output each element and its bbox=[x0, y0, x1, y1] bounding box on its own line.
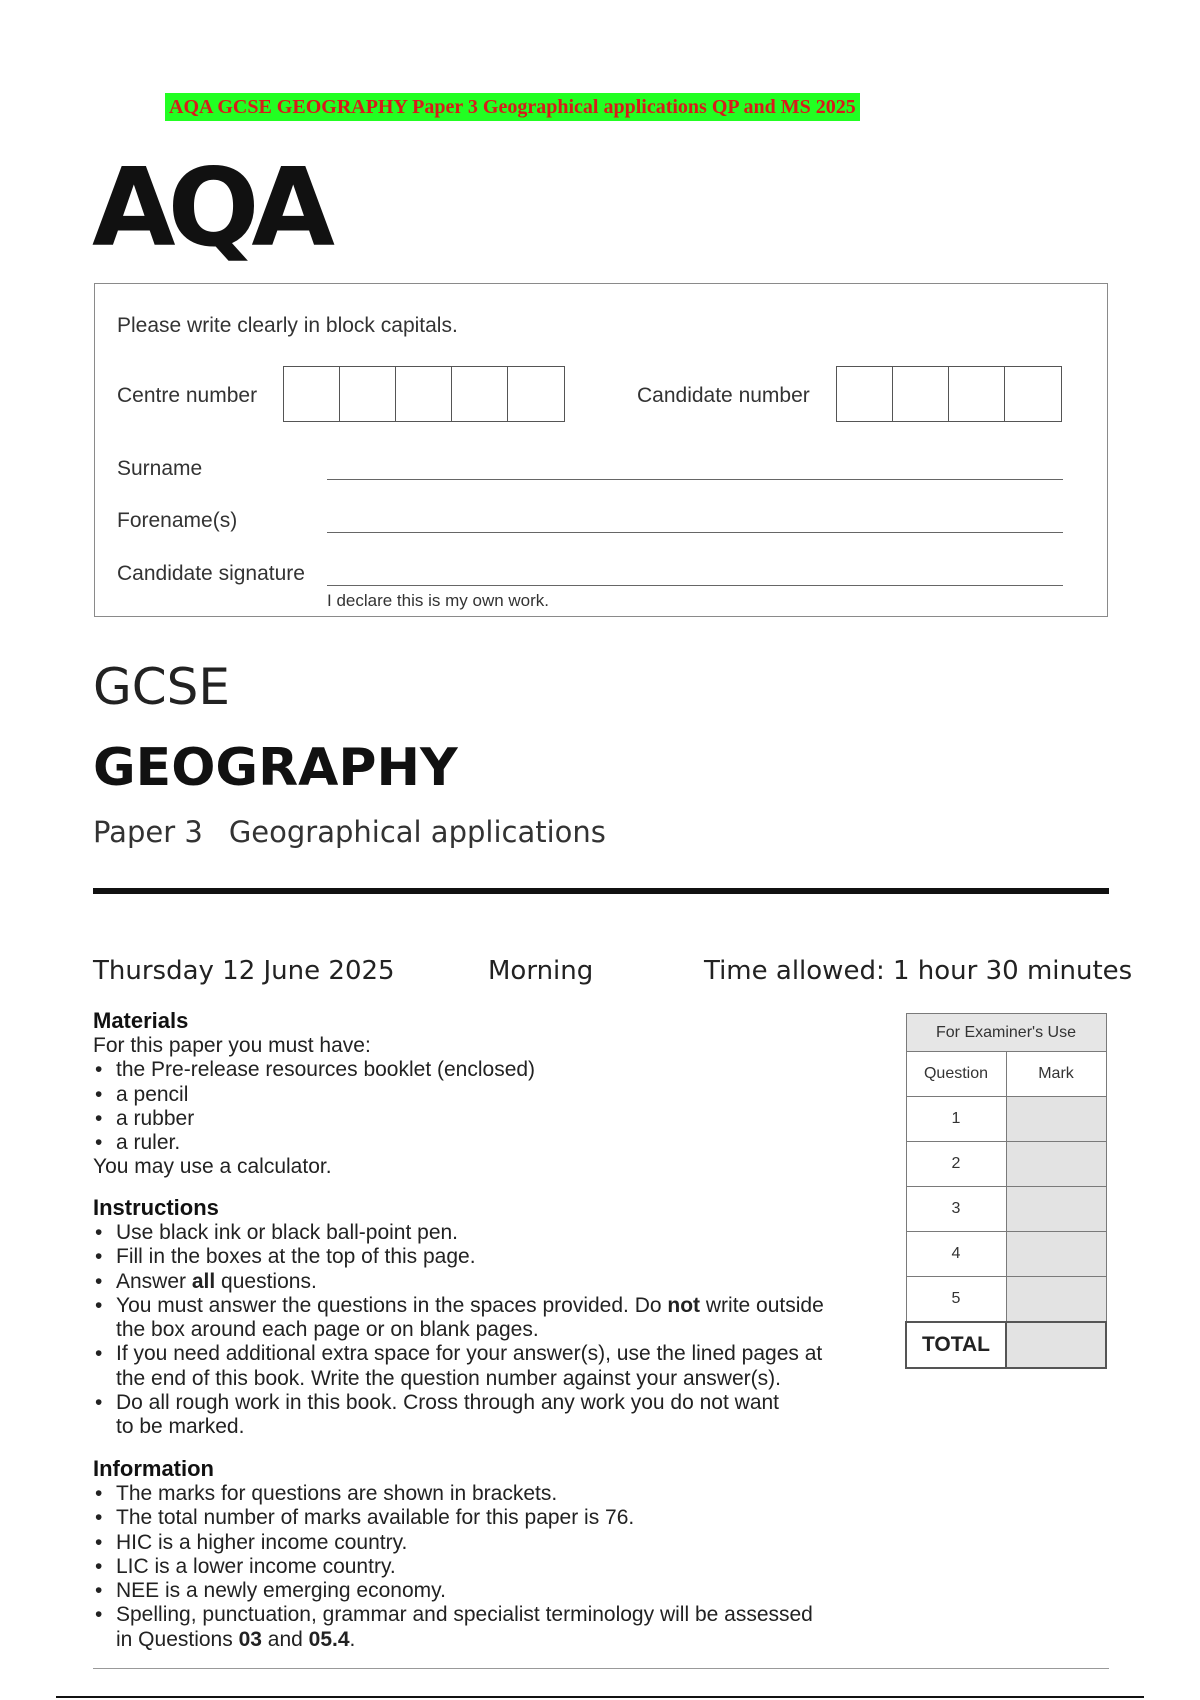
paper-name: Geographical applications bbox=[228, 815, 606, 849]
materials-heading: Materials bbox=[93, 1008, 189, 1033]
list-item: • If you need additional extra space for your answer(s), use the lined pages at the end of this book. Write the question number against your answer(s). bbox=[93, 1342, 824, 1391]
candidate-number-cell[interactable] bbox=[893, 367, 949, 421]
centre-number-cell[interactable] bbox=[340, 367, 396, 421]
subject-title: GEOGRAPHY bbox=[93, 738, 458, 798]
paper-title bbox=[93, 815, 606, 849]
qualification-level: GCSE bbox=[93, 658, 230, 716]
question-number: 5 bbox=[906, 1277, 1006, 1323]
question-number: 2 bbox=[906, 1142, 1006, 1187]
candidate-details-box bbox=[94, 283, 1108, 617]
form-instruction: Please write clearly in block capitals. bbox=[117, 314, 458, 337]
list-item: • NEE is a newly emerging economy. bbox=[93, 1579, 813, 1603]
list-item: • a ruler. bbox=[93, 1131, 535, 1155]
list-item: • Fill in the boxes at the top of this page. bbox=[93, 1245, 824, 1269]
centre-number-boxes[interactable] bbox=[283, 366, 565, 422]
materials-intro: For this paper you must have: bbox=[93, 1034, 371, 1057]
time-allowed: Time allowed: 1 hour 30 minutes bbox=[704, 956, 1133, 986]
mark-cell[interactable] bbox=[1006, 1097, 1106, 1142]
heading-divider bbox=[93, 888, 1109, 894]
surname-line[interactable] bbox=[327, 479, 1063, 480]
question-column-header: Question bbox=[906, 1052, 1006, 1097]
candidate-number-cell[interactable] bbox=[949, 367, 1005, 421]
list-item: • Use black ink or black ball-point pen. bbox=[93, 1221, 824, 1245]
page-bottom-bar bbox=[56, 1696, 1144, 1698]
surname-label: Surname bbox=[117, 457, 203, 480]
forenames-label: Forename(s) bbox=[117, 509, 238, 532]
examiner-use-table bbox=[905, 1013, 1107, 1369]
paper-number: Paper 3 bbox=[93, 815, 203, 849]
list-item: • Spelling, punctuation, grammar and specialist terminology will be assessed in Questions 03 and 05.4. bbox=[93, 1603, 813, 1652]
aqa-logo: AQA bbox=[92, 146, 327, 271]
list-item: • Answer all questions. bbox=[93, 1270, 824, 1294]
centre-number-cell[interactable] bbox=[508, 367, 564, 421]
examiner-table-title: For Examiner's Use bbox=[906, 1014, 1106, 1052]
candidate-number-cell[interactable] bbox=[1005, 367, 1061, 421]
candidate-number-cell[interactable] bbox=[837, 367, 893, 421]
centre-number-cell[interactable] bbox=[396, 367, 452, 421]
information-list bbox=[93, 1482, 813, 1652]
materials-section bbox=[93, 1008, 535, 1180]
instructions-section bbox=[93, 1195, 824, 1440]
signature-line[interactable] bbox=[327, 585, 1063, 586]
candidate-number-boxes[interactable] bbox=[836, 366, 1062, 422]
mark-column-header: Mark bbox=[1006, 1052, 1106, 1097]
information-section bbox=[93, 1456, 813, 1652]
mark-cell[interactable] bbox=[1006, 1277, 1106, 1323]
total-label: TOTAL bbox=[906, 1322, 1006, 1368]
footer-divider bbox=[93, 1668, 1109, 1669]
list-item: • The marks for questions are shown in brackets. bbox=[93, 1482, 813, 1506]
list-item: • Do all rough work in this book. Cross through any work you do not want to be marked. bbox=[93, 1391, 824, 1440]
mark-cell[interactable] bbox=[1006, 1142, 1106, 1187]
list-item: • The total number of marks available for this paper is 76. bbox=[93, 1506, 813, 1530]
candidate-number-label: Candidate number bbox=[637, 384, 810, 407]
centre-number-label: Centre number bbox=[117, 384, 258, 407]
document-title-banner: AQA GCSE GEOGRAPHY Paper 3 Geographical applications QP and MS 2025 bbox=[165, 93, 860, 121]
instructions-heading: Instructions bbox=[93, 1195, 219, 1220]
exam-session: Morning bbox=[488, 956, 594, 986]
mark-cell[interactable] bbox=[1006, 1187, 1106, 1232]
forenames-line[interactable] bbox=[327, 532, 1063, 533]
exam-date: Thursday 12 June 2025 bbox=[93, 956, 395, 986]
question-number: 3 bbox=[906, 1187, 1006, 1232]
declaration-text: I declare this is my own work. bbox=[327, 591, 550, 610]
calculator-note: You may use a calculator. bbox=[93, 1155, 332, 1179]
instructions-list bbox=[93, 1221, 824, 1440]
question-number: 1 bbox=[906, 1097, 1006, 1142]
signature-label: Candidate signature bbox=[117, 562, 305, 585]
list-item: • a rubber bbox=[93, 1107, 535, 1131]
list-item: • LIC is a lower income country. bbox=[93, 1555, 813, 1579]
list-item: • a pencil bbox=[93, 1083, 535, 1107]
information-heading: Information bbox=[93, 1456, 214, 1481]
total-mark-cell[interactable] bbox=[1006, 1322, 1106, 1368]
centre-number-cell[interactable] bbox=[452, 367, 508, 421]
centre-number-cell[interactable] bbox=[284, 367, 340, 421]
question-number: 4 bbox=[906, 1232, 1006, 1277]
list-item: • the Pre-release resources booklet (enclosed) bbox=[93, 1058, 535, 1082]
mark-cell[interactable] bbox=[1006, 1232, 1106, 1277]
list-item: • HIC is a higher income country. bbox=[93, 1531, 813, 1555]
materials-list bbox=[93, 1058, 535, 1155]
list-item: • You must answer the questions in the spaces provided. Do not write outside the box around each page or on blank pages. bbox=[93, 1294, 824, 1343]
